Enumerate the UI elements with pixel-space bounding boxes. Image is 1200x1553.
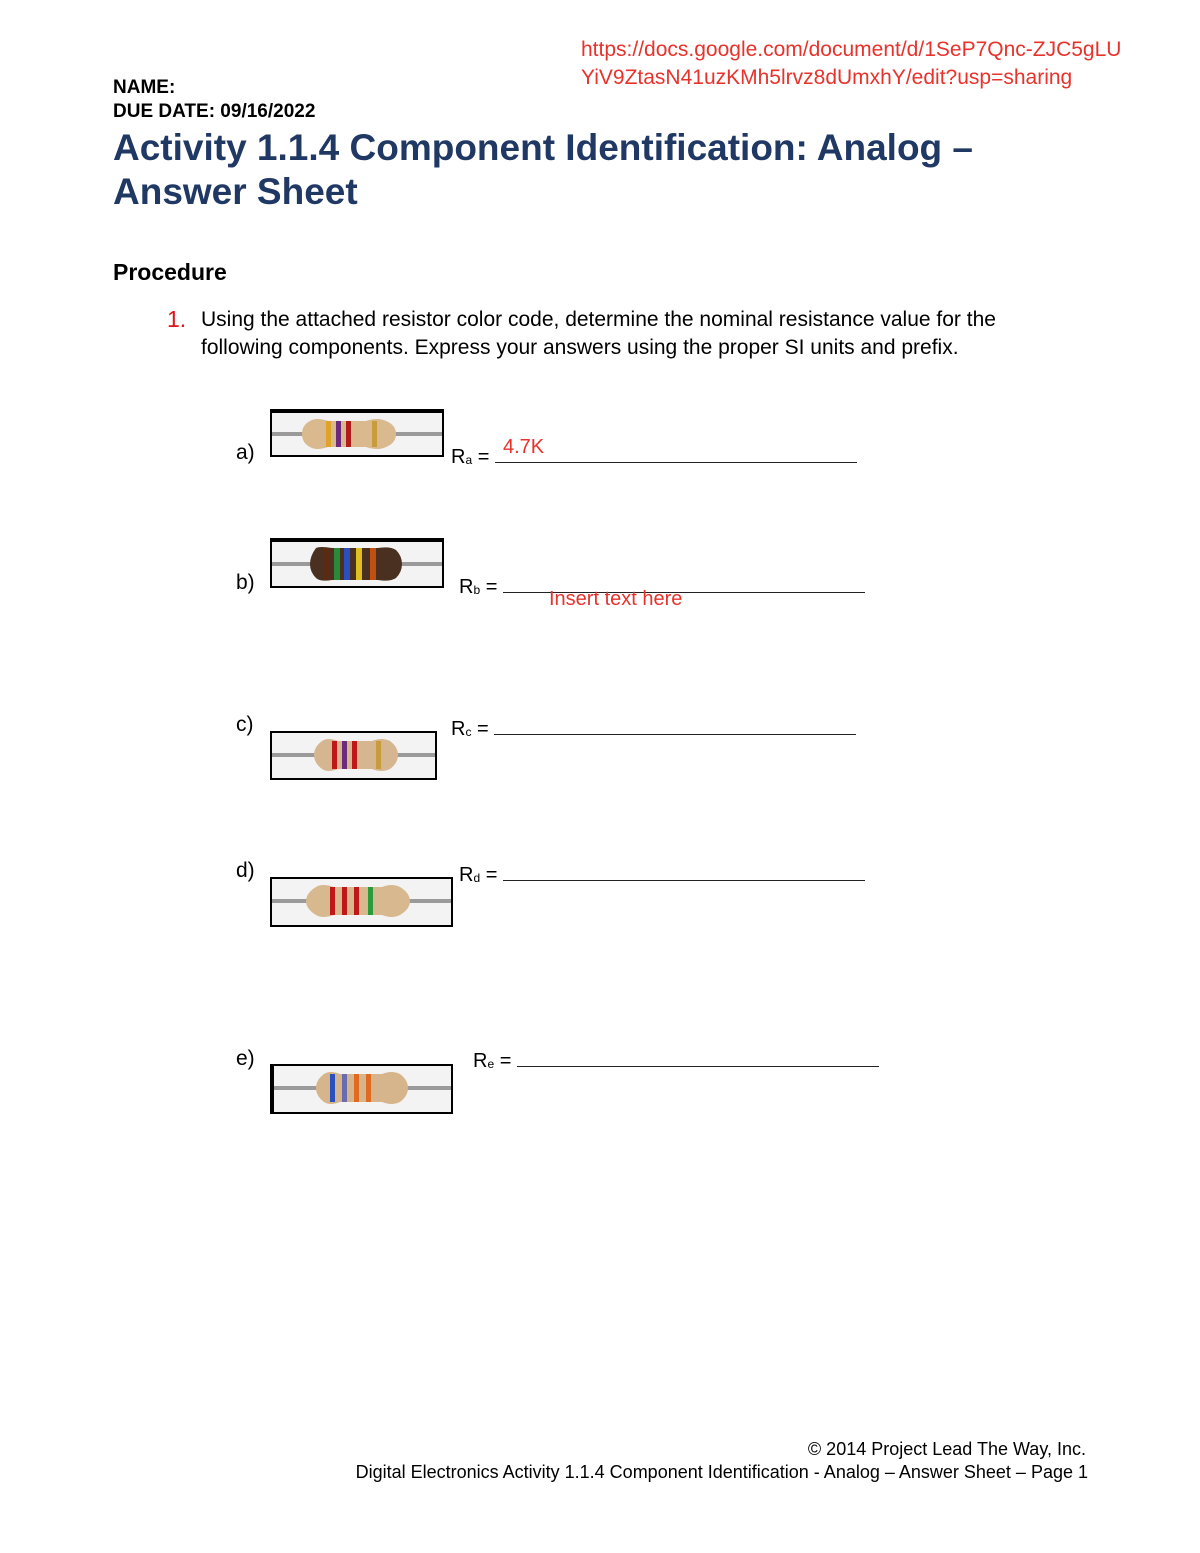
- equals-sign: =: [485, 576, 498, 598]
- color-band-2: [334, 548, 340, 580]
- color-band-4: [376, 741, 381, 769]
- answer-value-a[interactable]: 4.7K: [502, 436, 545, 458]
- color-band-4: [356, 548, 362, 580]
- document-link-line1[interactable]: https://docs.google.com/document/d/1SeP7Qnc-ZJC5gLU: [581, 38, 1122, 61]
- footer-doc-line: Digital Electronics Activity 1.1.4 Component Identification - Analog – Answer Sheet – Page 1: [355, 1462, 1088, 1482]
- answer-field-a[interactable]: [495, 436, 857, 463]
- variable-re: $R_e$: [473, 1050, 495, 1072]
- resistor-a-image: [272, 413, 442, 455]
- resistor-c-photo: [270, 731, 437, 780]
- color-band-2: [342, 1074, 347, 1102]
- variable-rb: $R_b$: [459, 576, 481, 598]
- answer-line-c: [451, 714, 856, 741]
- variable-rc: $R_c$: [451, 718, 472, 740]
- step-text: Using the attached resistor color code, determine the nominal resistance value for the following components. Express your answers using the proper SI units and prefix.: [201, 308, 996, 359]
- page-title: Activity 1.1.4 Component Identification: Analog – Answer Sheet: [113, 127, 973, 212]
- answer-line-e: [473, 1046, 879, 1073]
- answer-field-d[interactable]: [503, 860, 865, 881]
- resistor-b-image: [272, 542, 442, 586]
- color-band-1: [330, 887, 335, 915]
- color-band-1: [330, 1074, 335, 1102]
- name-label: NAME:: [113, 77, 176, 98]
- resistor-d-photo: [270, 877, 453, 927]
- color-band-5: [370, 548, 376, 580]
- equals-sign: =: [499, 1050, 512, 1072]
- answer-placeholder-b[interactable]: Insert text here: [549, 588, 683, 610]
- color-band-4: [368, 887, 373, 915]
- color-band-2: [342, 887, 347, 915]
- item-d-letter: d): [236, 859, 255, 882]
- equals-sign: =: [477, 446, 490, 468]
- color-band-4: [366, 1074, 371, 1102]
- item-b-letter: b): [236, 571, 255, 594]
- color-band-4: [372, 421, 377, 447]
- document-link-line2[interactable]: YiV9ZtasN41uzKMh5lrvz8dUmxhY/edit?usp=sharing: [581, 66, 1073, 89]
- resistor-a-photo: [270, 409, 444, 457]
- item-a-letter: a): [236, 441, 255, 464]
- color-band-3: [352, 741, 357, 769]
- footer-copyright: © 2014 Project Lead The Way, Inc.: [807, 1439, 1086, 1459]
- document-link[interactable]: [581, 36, 1121, 92]
- item-c-letter: c): [236, 713, 254, 736]
- answer-line-d: [459, 860, 865, 887]
- answer-line-a: [451, 436, 857, 469]
- color-band-3: [354, 1074, 359, 1102]
- answer-field-e[interactable]: [517, 1046, 879, 1067]
- color-band-1: [324, 548, 330, 580]
- color-band-2: [336, 421, 341, 447]
- procedure-heading: Procedure: [113, 259, 227, 285]
- color-band-3: [346, 421, 351, 447]
- due-date: DUE DATE: 09/16/2022: [113, 101, 316, 122]
- resistor-e-image: [274, 1066, 451, 1112]
- color-band-1: [326, 421, 331, 447]
- equals-sign: =: [485, 864, 498, 886]
- resistor-c-image: [272, 733, 435, 778]
- resistor-e-photo: [270, 1064, 453, 1114]
- color-band-3: [354, 887, 359, 915]
- color-band-2: [342, 741, 347, 769]
- variable-rd: $R_d$: [459, 864, 481, 886]
- answer-field-c[interactable]: [494, 714, 856, 735]
- resistor-b-photo: [270, 538, 444, 588]
- variable-ra: $R_a$: [451, 446, 473, 468]
- resistor-d-image: [272, 879, 451, 925]
- color-band-3: [344, 548, 350, 580]
- equals-sign: =: [477, 718, 489, 740]
- color-band-1: [332, 741, 337, 769]
- step-number: 1.: [167, 306, 187, 332]
- item-e-letter: e): [236, 1047, 255, 1070]
